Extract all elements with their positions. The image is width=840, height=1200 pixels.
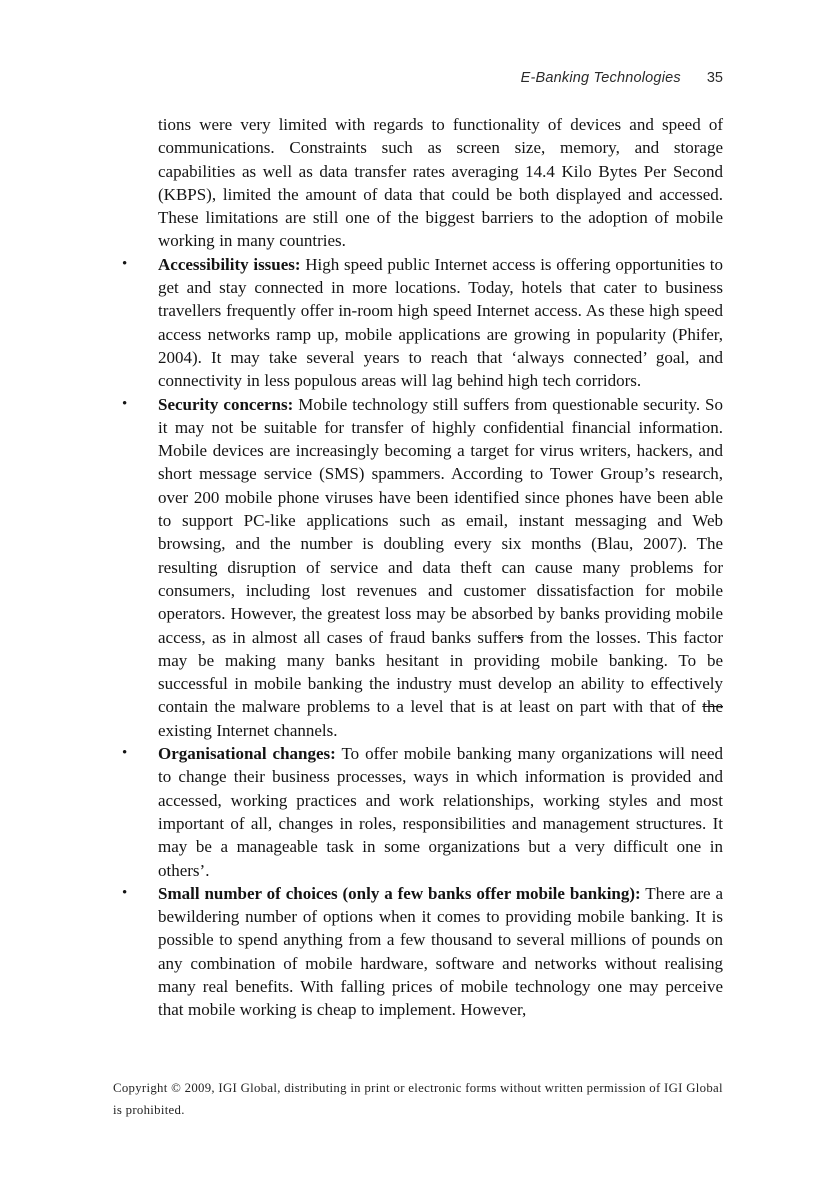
bullet-marker-icon: •: [122, 745, 128, 762]
bullet-list: [120, 253, 723, 1022]
list-item: [120, 742, 723, 882]
list-item: [120, 253, 723, 393]
bullet-marker-icon: •: [122, 395, 128, 412]
bullet-text: Organisational changes: To offer mobile banking many organizations will need to change their business processes, ways in which information is provided and accessed, working practices and work relationships, working styles and most important of all, changes in roles, responsibilities and management structures. It may be a manageable task in some organizations but a very difficult one in others’.: [158, 744, 724, 880]
bullet-marker-icon: •: [122, 255, 128, 272]
paragraph-continuation: tions were very limited with regards to functionality of devices and speed of communications. Constraints such as screen size, memory, and storage capabilities as well as data transfer rates averaging 14.4 Kilo Bytes Per Second (KBPS), limited the amount of data that could be both displayed and accessed. These limitations are still one of the biggest barriers to the adoption of mobile working in many countries.: [158, 115, 723, 251]
body-text: [120, 113, 723, 1022]
running-title: E-Banking Technologies: [520, 70, 681, 86]
page-header: [118, 70, 723, 86]
list-item: [120, 882, 723, 1022]
copyright-footer: [113, 1078, 727, 1121]
bullet-text: Accessibility issues: High speed public Internet access is offering opportunities to get and stay connected in more locations. Today, hotels that cater to business travellers frequently offer in-room high speed Internet access. As these high speed access networks ramp up, mobile applications are growing in popularity (Phifer, 2004). It may take several years to reach that ‘always connected’ goal, and connectivity in less populous areas will lag behind high tech corridors.: [158, 254, 723, 391]
list-item: [120, 393, 723, 742]
bullet-marker-icon: •: [122, 884, 128, 901]
bullet-text: Small number of choices (only a few banks offer mobile banking): There are a bewildering number of options when it comes to providing mobile banking. It is possible to spend anything from a few thousand to several millions of pounds on any combination of mobile hardware, software and networks without realising many real benefits. With falling prices of mobile technology one may perceive that mobile working is cheap to implement. However,: [158, 883, 724, 1020]
page-number: 35: [706, 70, 723, 86]
bullet-text: Security concerns: Mobile technology still suffers from questionable security. So it may not be suitable for transfer of highly confidential financial information. Mobile devices are increasingly becoming a target for virus writers, hackers, and short message service (SMS) spammers. According to Tower Group’s research, over 200 mobile phone viruses have been identified since phones have been able to support PC-like applications such as email, instant messaging and Web browsing, and the number is doubling every six months (Blau, 2007). The resulting disruption of service and data theft can cause many problems for consumers, including lost revenues and customer dissatisfaction for mobile operators. However, the greatest loss may be absorbed by banks providing mobile access, as in almost all cases of fraud banks suffers from the losses. This factor may be making many banks hesitant in providing mobile banking. To be successful in mobile banking the industry must develop an ability to effectively contain the malware problems to a level that is at least on part with that of the existing Internet channels.: [158, 394, 724, 740]
copyright-text: Copyright © 2009, IGI Global, distributing in print or electronic forms without written permission of IGI Global is prohibited.: [113, 1081, 723, 1117]
